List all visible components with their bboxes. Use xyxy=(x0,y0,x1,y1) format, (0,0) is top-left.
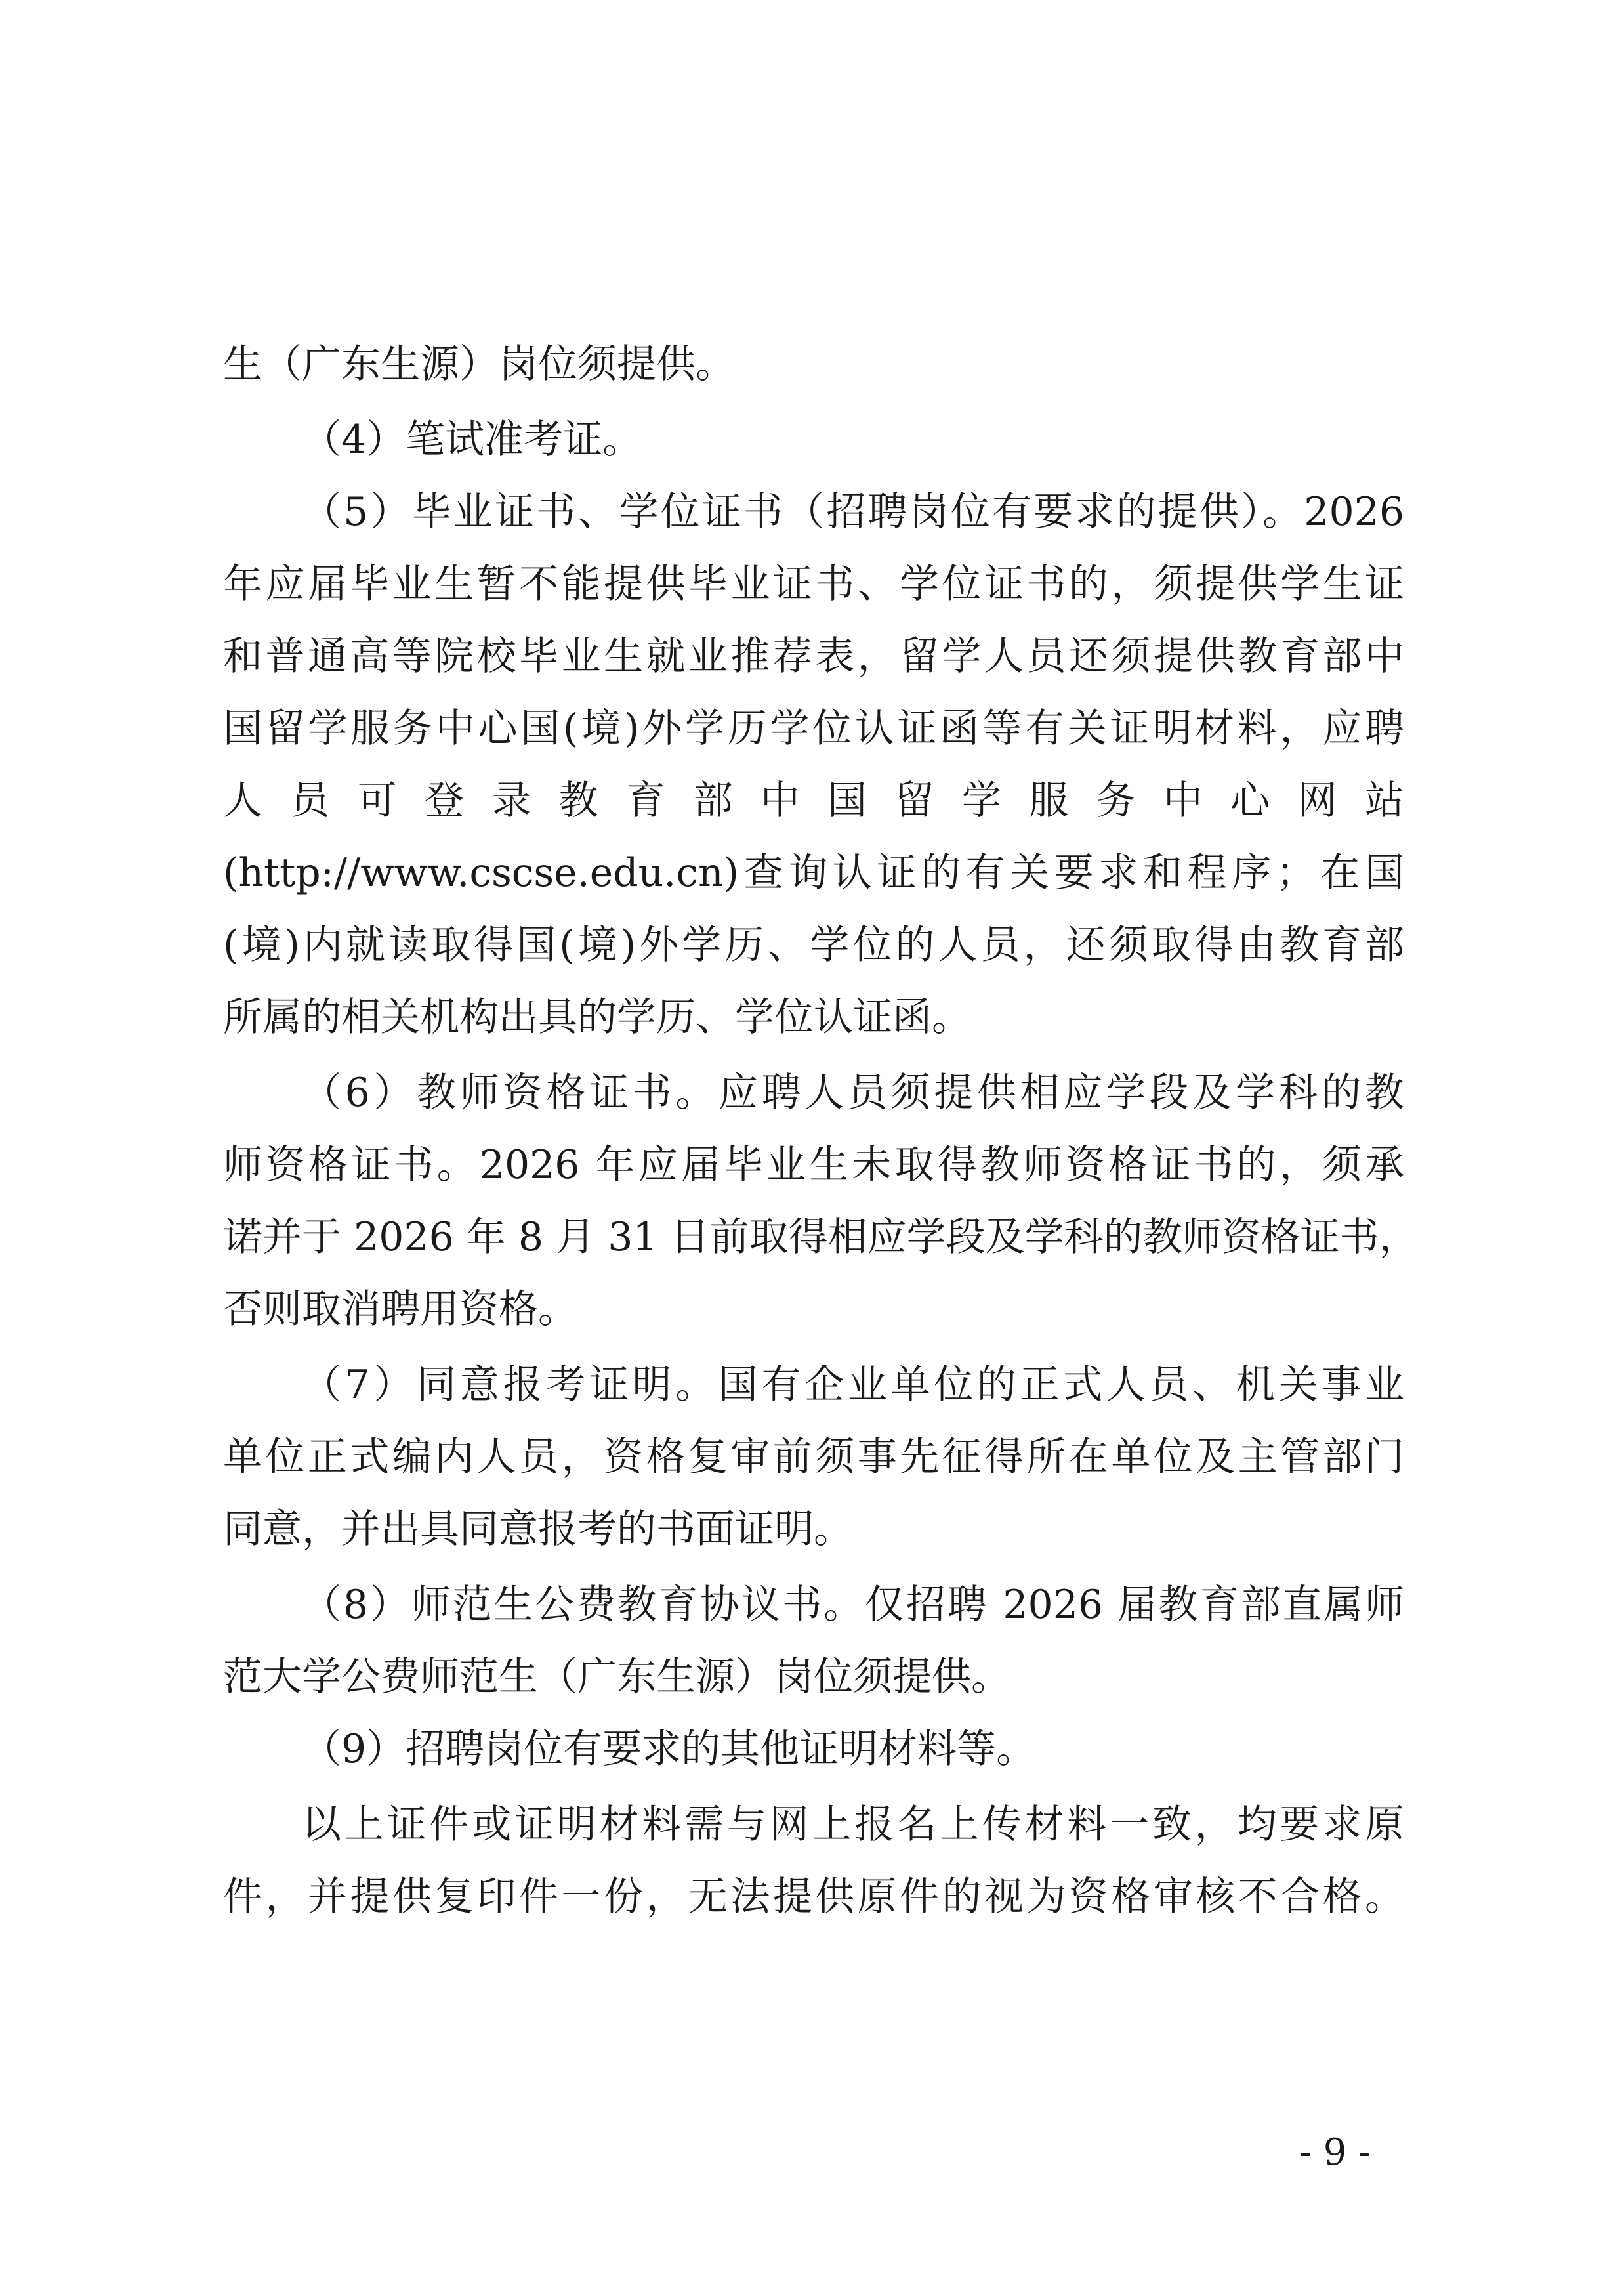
text-line: （7）同意报考证明。国有企业单位的正式人员、机关事业 xyxy=(302,1362,1404,1408)
text-line: (境)内就读取得国(境)外学历、学位的人员，还须取得由教育部 xyxy=(223,922,1404,968)
text-line: 件，并提供复印件一份，无法提供原件的视为资格审核不合格。 xyxy=(223,1874,1404,1920)
text-line: 年应届毕业生暂不能提供毕业证书、学位证书的，须提供学生证 xyxy=(223,561,1404,607)
text-line: （8）师范生公费教育协议书。仅招聘 2026 届教育部直属师 xyxy=(302,1582,1404,1628)
text-line: 和普通高等院校毕业生就业推荐表，留学人员还须提供教育部中 xyxy=(223,633,1404,679)
text-line: 国留学服务中心国(境)外学历学位认证函等有关证明材料，应聘 xyxy=(223,706,1404,752)
text-line: 所属的相关机构出具的学历、学位认证函。 xyxy=(223,994,971,1040)
text-line: (http://www.cscse.edu.cn)查询认证的有关要求和程序；在国 xyxy=(223,850,1404,896)
text-line: （4）笔试准考证。 xyxy=(302,417,642,463)
text-line: （9）招聘岗位有要求的其他证明材料等。 xyxy=(302,1726,1036,1772)
text-line: 单位正式编内人员，资格复审前须事先征得所在单位及主管部门 xyxy=(223,1434,1404,1480)
text-line: 生（广东生源）岗位须提供。 xyxy=(223,341,735,387)
text-line: 范大学公费师范生（广东生源）岗位须提供。 xyxy=(223,1654,1010,1700)
text-line: 同意，并出具同意报考的书面证明。 xyxy=(223,1506,853,1552)
text-line: 以上证件或证明材料需与网上报名上传材料一致，均要求原 xyxy=(302,1802,1404,1848)
text-line: 诺并于 2026 年 8 月 31 日前取得相应学段及学科的教师资格证书， xyxy=(223,1214,1419,1260)
page-number: - 9 - xyxy=(1299,2131,1371,2174)
text-line: （6）教师资格证书。应聘人员须提供相应学段及学科的教 xyxy=(302,1070,1404,1116)
text-line: 人 员 可 登 录 教 育 部 中 国 留 学 服 务 中 心 网 站 xyxy=(223,778,1404,824)
text-line: （5）毕业证书、学位证书（招聘岗位有要求的提供）。2026 xyxy=(302,489,1404,535)
text-line: 师资格证书。2026 年应届毕业生未取得教师资格证书的，须承 xyxy=(223,1142,1404,1188)
text-line: 否则取消聘用资格。 xyxy=(223,1286,577,1332)
